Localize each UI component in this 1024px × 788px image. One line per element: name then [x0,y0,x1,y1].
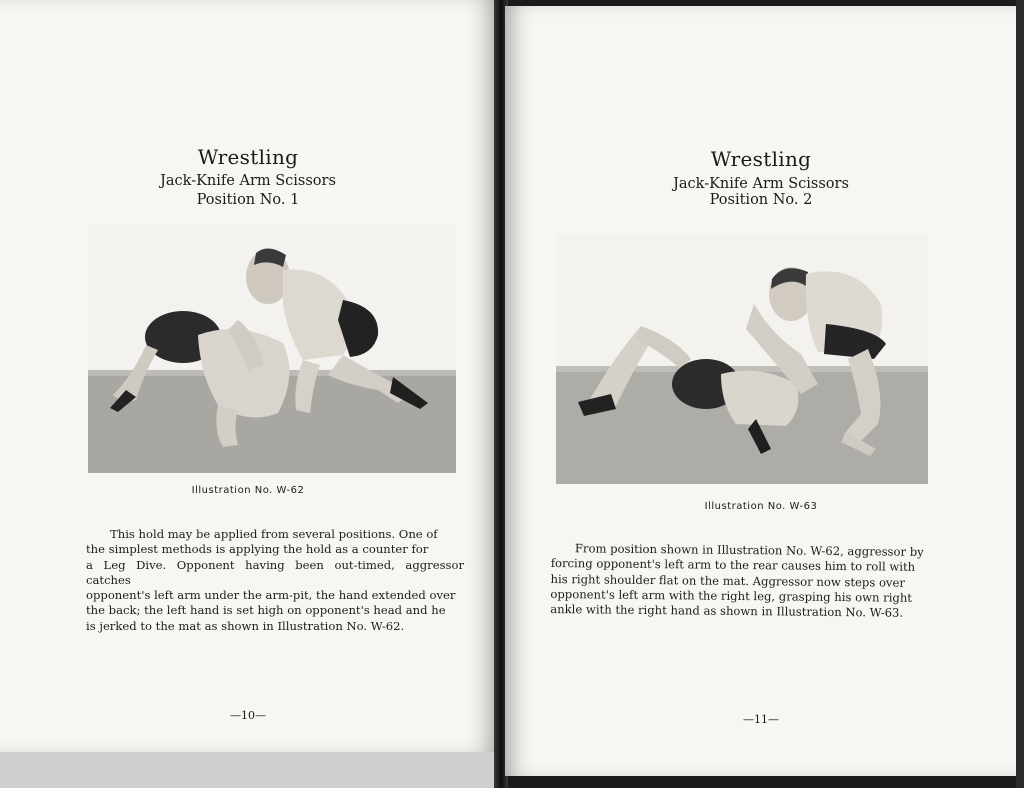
wrestlers-photo-w62 [88,225,456,473]
right-body-line-1: From position shown in Illustration No. W-62, aggressor by [574,541,924,559]
left-illustration-caption: Illustration No. W-62 [191,485,305,496]
illustration-w63-photo [556,234,928,484]
left-page-number: —10— [230,709,266,722]
right-body-line-4: opponent's left arm with the right leg, grasping his own right [550,586,913,605]
right-body-text [550,541,929,621]
left-page [0,0,496,752]
left-body-line-3: a Leg Dive. Opponent having been out-timed, aggressor catches [86,557,464,587]
right-body-line-3: his right shoulder flat on the mat. Aggressor now steps over [550,571,906,590]
right-body-line-5: ankle with the right hand as shown in Illustration No. W-63. [550,602,904,620]
wrestlers-photo-w63 [556,234,928,484]
right-page-title: Wrestling [710,147,812,171]
table-surface [0,752,505,788]
illustration-w62-photo [88,225,456,473]
right-illustration-caption: Illustration No. W-63 [704,501,818,512]
right-page-subtitle: Jack-Knife Arm Scissors [673,176,849,192]
left-body-line-2: the simplest methods is applying the hold as a counter for [86,542,429,557]
right-body-line-2: forcing opponent's left arm to the rear causes him to roll with [550,556,916,575]
left-body-line-1: This hold may be applied from several positions. One of [110,527,438,541]
left-page-title: Wrestling [197,145,299,169]
right-page-position: Position No. 2 [709,192,813,208]
left-page-subtitle: Jack-Knife Arm Scissors [160,173,336,189]
right-page [505,6,1017,776]
left-body-text [86,527,464,634]
right-page-number: —11— [743,713,779,726]
page-edges [1016,0,1024,788]
left-page-position: Position No. 1 [196,192,300,208]
left-body-line-6: is jerked to the mat as shown in Illustration No. W-62. [86,618,405,633]
left-body-line-4: opponent's left arm under the arm-pit, the hand extended over [86,588,456,603]
left-body-line-5: the back; the left hand is set high on opponent's head and he [86,603,446,618]
